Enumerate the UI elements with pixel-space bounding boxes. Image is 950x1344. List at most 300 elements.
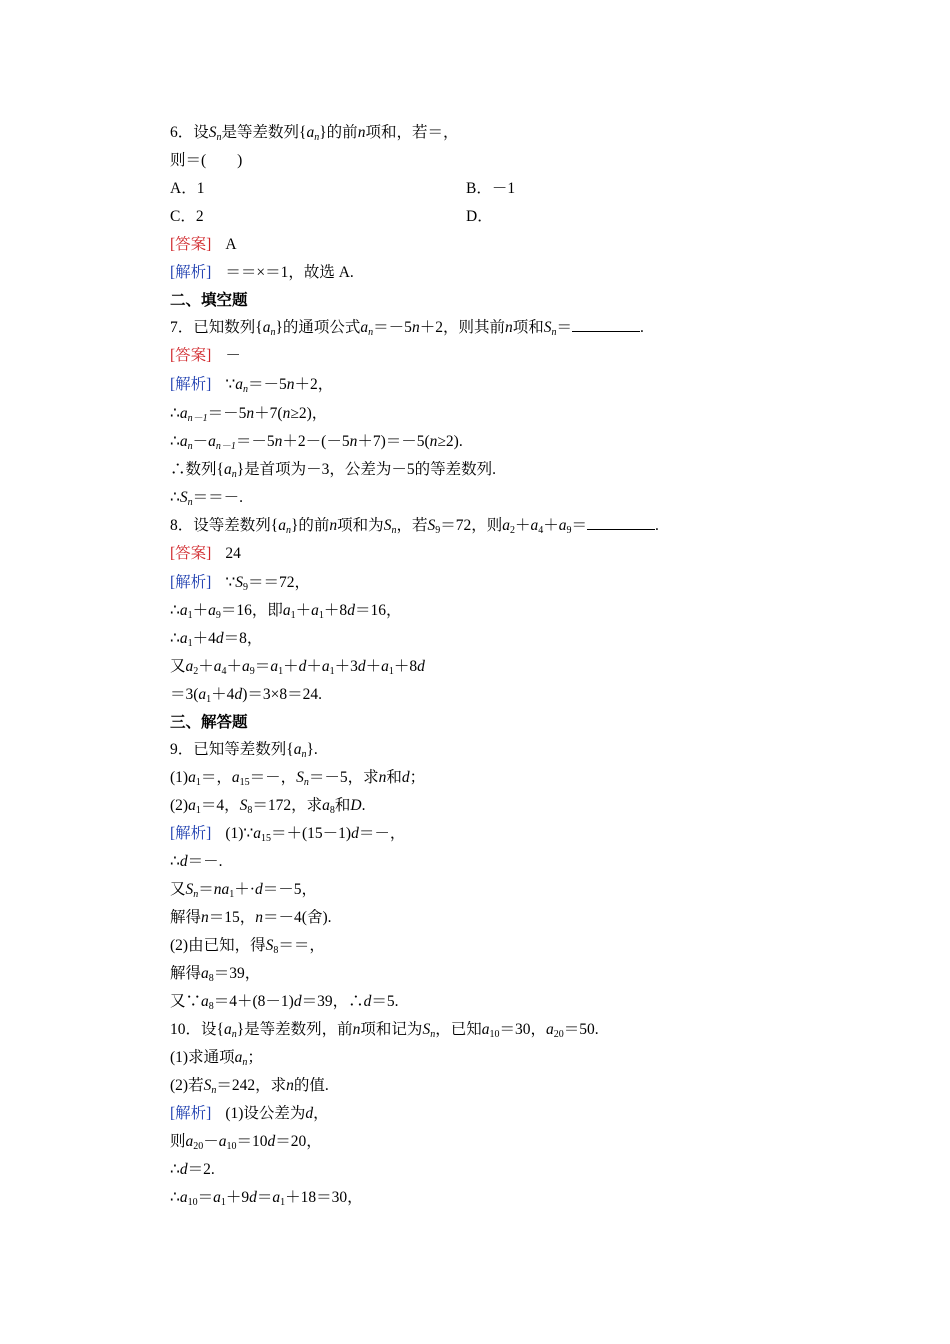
math-subscript: 8	[247, 805, 253, 816]
math-symbol: n	[270, 327, 276, 338]
math-symbol: a	[558, 517, 567, 534]
q7-explanation-1	[170, 374, 333, 396]
math-symbol: a	[213, 658, 222, 675]
math-symbol: d	[363, 993, 372, 1010]
math-subscript: 2	[509, 525, 515, 536]
math-symbol: n	[216, 132, 222, 143]
math-symbol: d	[254, 881, 263, 898]
math-symbol: a	[221, 881, 230, 898]
text-run: }的通项公式	[275, 319, 361, 336]
math-symbol: d	[179, 853, 188, 870]
math-symbol: a	[185, 658, 194, 675]
explanation-tag: [解析]	[170, 825, 212, 842]
q9-explanation-1	[170, 823, 405, 845]
answer-blank[interactable]	[572, 318, 640, 332]
text-run: 又	[170, 881, 186, 898]
text-run: 和	[334, 797, 351, 814]
math-subscript: 15	[239, 777, 250, 788]
text-run: 则	[170, 1133, 186, 1150]
math-subscript: 4	[538, 525, 544, 536]
math-subscript: 1	[318, 610, 324, 621]
math-symbol: a	[218, 1133, 227, 1150]
math-symbol: a	[234, 1049, 243, 1066]
text-run: ＋8	[393, 658, 418, 675]
q10-explanation-4	[170, 1187, 363, 1209]
answer-tag: [答案]	[170, 236, 212, 253]
math-symbol: a	[179, 433, 188, 450]
math-symbol: n	[303, 777, 309, 788]
q8-explanation-1	[170, 572, 310, 594]
math-subscript: 8	[273, 945, 279, 956]
q9-explanation-6	[170, 963, 260, 985]
text-run: A	[225, 236, 237, 253]
q10-explanation-2	[170, 1131, 322, 1153]
text-run: ＝4，	[200, 797, 240, 814]
text-run: ＝4＋(8－1)	[213, 993, 294, 1010]
text-run: ＝2.	[187, 1161, 215, 1178]
q9-explanation-7	[170, 991, 399, 1013]
text-run: (1)求通项	[170, 1049, 235, 1066]
math-symbol: a	[321, 658, 330, 675]
q6-option-a: A．1	[170, 180, 205, 197]
math-symbol: n	[429, 433, 438, 450]
answer-tag: [答案]	[170, 545, 212, 562]
answer-tag: [答案]	[170, 347, 212, 364]
math-symbol: a	[201, 965, 209, 982]
math-subscript: 8	[329, 805, 335, 816]
text-run: ＝＝－.	[192, 489, 244, 506]
text-run: ＋9	[225, 1189, 250, 1206]
math-symbol: a	[179, 405, 188, 422]
math-symbol: a	[185, 1133, 194, 1150]
math-symbol: n	[411, 319, 420, 336]
text-run: ＝16，	[354, 602, 402, 619]
math-symbol: n	[430, 1029, 436, 1040]
text-run: ∴	[170, 1161, 180, 1178]
q7-explanation-3	[170, 431, 463, 453]
q8-stem	[170, 515, 659, 537]
q6-option-b: B．－1	[466, 180, 516, 197]
math-symbol: a	[179, 1189, 188, 1206]
q7-explanation-2	[170, 403, 327, 425]
math-symbol: d	[267, 1133, 276, 1150]
math-symbol: a	[179, 602, 188, 619]
math-subscript: 1	[290, 610, 296, 621]
text-run: 项和	[512, 319, 544, 336]
text-run: }的前	[319, 124, 358, 141]
q9-explanation-4	[170, 907, 331, 929]
text-run: 10．	[170, 1021, 202, 1038]
text-run: ＝72，则	[440, 517, 503, 534]
q7-explanation-5	[170, 487, 243, 509]
q7-stem	[170, 317, 644, 339]
math-subscript: 1	[280, 1197, 286, 1208]
math-symbol: n	[193, 889, 199, 900]
math-subscript: 1	[195, 777, 201, 788]
text-run: ≥2).	[437, 433, 463, 450]
text-run: ∴	[170, 1189, 180, 1206]
text-run: ；	[409, 769, 426, 786]
section-heading-fill: 二、填空题	[170, 292, 248, 309]
q9-explanation-2	[170, 851, 223, 873]
text-run: }是首项为－3，公差为－5的等差数列.	[236, 461, 497, 478]
q7-explanation-4	[170, 459, 496, 481]
math-symbol: S	[427, 517, 436, 534]
text-run: 9．	[170, 741, 194, 758]
q8-explanation-3	[170, 628, 262, 650]
text-run: ＝＝×＝1，故选 A.	[225, 264, 354, 281]
text-run: ＋3	[334, 658, 358, 675]
text-run: )＝3×8＝24.	[242, 686, 322, 703]
text-run: 是等差数列{	[221, 124, 307, 141]
math-symbol: n	[286, 376, 295, 393]
text-run: (1)设公差为	[225, 1105, 306, 1122]
math-symbol: n	[357, 124, 366, 141]
text-run: ＝172，求	[252, 797, 323, 814]
text-run: ＋·	[234, 881, 255, 898]
math-symbol: a	[242, 658, 250, 675]
math-symbol: a	[272, 1189, 281, 1206]
math-symbol: D	[350, 797, 362, 814]
math-symbol: n	[242, 1057, 248, 1068]
math-subscript: 4	[221, 666, 227, 677]
math-symbol: d	[347, 602, 355, 619]
text-run: ＝	[571, 517, 588, 534]
answer-blank[interactable]	[587, 516, 655, 530]
text-run: ＋8	[323, 602, 348, 619]
math-symbol: a	[253, 825, 262, 842]
math-symbol: a	[545, 1021, 554, 1038]
math-symbol: S	[422, 1021, 431, 1038]
text-run: 的值.	[293, 1077, 329, 1094]
text-run: (2)由已知，得	[170, 937, 266, 954]
math-subscript: 1	[278, 666, 284, 677]
text-run: 设{	[201, 1021, 224, 1038]
math-symbol: n	[187, 497, 193, 508]
text-run: ＋18＝30，	[285, 1189, 363, 1206]
math-symbol: d	[234, 686, 243, 703]
math-symbol: S	[179, 489, 188, 506]
text-run: ＝－5，	[262, 881, 317, 898]
math-symbol: a	[282, 602, 291, 619]
math-subscript	[188, 413, 208, 424]
text-run: 又∵	[170, 993, 202, 1010]
explanation-tag: [解析]	[170, 574, 212, 591]
text-run: ＋7(	[254, 405, 283, 422]
text-run: ∴	[170, 489, 180, 506]
text-run: ＝－5	[247, 376, 287, 393]
text-run: .	[655, 517, 659, 534]
math-subscript: 1	[187, 610, 193, 621]
q6-stem-line2: 则＝( )	[170, 152, 243, 169]
math-symbol: a	[278, 517, 286, 534]
text-run: 24	[225, 545, 241, 562]
section-heading-solve: 三、解答题	[170, 714, 248, 731]
math-subscript: 15	[261, 833, 272, 844]
text-run: ≥2)，	[290, 405, 328, 422]
math-symbol: a	[179, 630, 188, 647]
text-run: ＋	[283, 658, 299, 675]
text-run: ＝－5，求	[308, 769, 379, 786]
math-subscript: 8	[208, 973, 214, 984]
text-run: 解得	[170, 909, 202, 926]
text-run: 解得	[170, 965, 202, 982]
text-run: ∵	[225, 574, 236, 591]
math-subscript: 1	[329, 666, 335, 677]
q10-part-1	[170, 1047, 263, 1069]
text-run: ＋	[514, 517, 531, 534]
q6-stem	[170, 122, 458, 144]
math-symbol: a	[235, 376, 243, 393]
math-subscript	[216, 441, 236, 452]
math-subscript: 9	[242, 582, 248, 593]
math-symbol: S	[239, 797, 248, 814]
q10-part-2	[170, 1075, 329, 1097]
text-run: (2)	[170, 797, 189, 814]
text-run: ＋4	[192, 630, 216, 647]
math-symbol: d	[215, 630, 224, 647]
math-subscript: 1	[229, 889, 235, 900]
math-symbol: n	[368, 327, 374, 338]
math-symbol: S	[208, 124, 217, 141]
text-run: ＝	[197, 1189, 214, 1206]
math-symbol: a	[208, 602, 216, 619]
text-run: ＝－5	[373, 319, 412, 336]
q9-part-1	[170, 767, 425, 789]
math-symbol: a	[322, 797, 330, 814]
text-run: ＝－5	[207, 405, 247, 422]
text-run: ＝＋(15－1)	[271, 825, 352, 842]
text-run: ＝5.	[371, 993, 399, 1010]
math-symbol: n	[282, 405, 291, 422]
math-symbol: a	[198, 686, 207, 703]
math-symbol: a	[381, 658, 389, 675]
text-run: －	[192, 433, 209, 450]
math-subscript: 9	[435, 525, 441, 536]
q6-explanation	[170, 262, 354, 284]
math-symbol: n	[551, 327, 557, 338]
math-subscript: 9	[215, 610, 221, 621]
text-run: ∴	[170, 853, 180, 870]
math-symbol: n－1	[187, 413, 208, 424]
math-symbol: n	[285, 525, 291, 536]
text-run: ＝50.	[563, 1021, 599, 1038]
math-symbol: d	[179, 1161, 188, 1178]
text-run: ＝－4(舍).	[263, 909, 332, 926]
text-run: 6．	[170, 124, 194, 141]
text-run: ＋2，则其前	[419, 319, 505, 336]
text-run: ＋	[295, 602, 312, 619]
math-symbol: a	[188, 769, 196, 786]
math-subscript: 1	[206, 694, 212, 705]
q9-stem	[170, 739, 318, 761]
math-subscript: 10	[226, 1141, 237, 1152]
math-symbol: n	[213, 881, 222, 898]
math-symbol: n	[504, 319, 513, 336]
math-symbol: d	[401, 769, 410, 786]
math-symbol: n	[314, 132, 320, 143]
math-subscript: 20	[193, 1141, 204, 1152]
math-symbol: d	[305, 1105, 314, 1122]
q9-explanation-3	[170, 879, 317, 901]
math-subscript: 9	[249, 666, 255, 677]
text-run: ＝15，	[208, 909, 256, 926]
math-subscript: 1	[388, 666, 394, 677]
math-symbol: a	[201, 993, 209, 1010]
math-symbol: d	[293, 993, 302, 1010]
math-symbol: n	[211, 1085, 217, 1096]
q10-explanation-3	[170, 1159, 215, 1181]
math-symbol: n	[231, 1029, 237, 1040]
math-symbol: a	[360, 319, 369, 336]
q9-explanation-5	[170, 935, 325, 957]
math-symbol: S	[185, 881, 194, 898]
q6-option-c: C．2	[170, 208, 204, 225]
math-symbol: a	[223, 1021, 232, 1038]
text-run: 设	[193, 124, 209, 141]
text-run: ＋	[192, 602, 209, 619]
text-run: ＝3(	[170, 686, 199, 703]
text-run: }.	[306, 741, 318, 758]
text-run: ＝＝72，	[247, 574, 310, 591]
text-run: ＝	[556, 319, 572, 336]
math-symbol: n	[352, 1021, 361, 1038]
math-symbol: S	[383, 517, 392, 534]
text-run: ∴	[170, 602, 180, 619]
math-symbol: n	[231, 469, 237, 480]
text-run: ∴	[170, 433, 180, 450]
text-run: }是等差数列，前	[236, 1021, 353, 1038]
math-symbol: d	[357, 658, 366, 675]
math-symbol: n	[201, 909, 209, 926]
text-run: ＋	[226, 658, 243, 675]
text-run: 已知等差数列{	[193, 741, 294, 758]
text-run: 7．	[170, 319, 194, 336]
math-symbol: n	[378, 769, 387, 786]
math-symbol: n	[349, 433, 358, 450]
text-run: －	[203, 1133, 219, 1150]
text-run: 8．	[170, 517, 194, 534]
math-subscript: 1	[187, 638, 193, 649]
text-run: ＋2，	[294, 376, 334, 393]
text-run: ；	[247, 1049, 263, 1066]
text-run: ＝242，求	[216, 1077, 287, 1094]
text-run: ＝30，	[499, 1021, 546, 1038]
q6-answer	[170, 234, 237, 256]
text-run: ＋	[198, 658, 214, 675]
math-symbol: n	[255, 909, 264, 926]
math-symbol: a	[188, 797, 196, 814]
q9-part-2	[170, 795, 365, 817]
math-symbol: a	[481, 1021, 490, 1038]
math-symbol: S	[543, 319, 552, 336]
math-symbol: a	[270, 658, 279, 675]
text-run: 设等差数列{	[193, 517, 279, 534]
math-symbol: a	[208, 433, 216, 450]
text-run: .	[639, 319, 644, 336]
text-run: ＝	[256, 1189, 273, 1206]
explanation-tag: [解析]	[170, 376, 212, 393]
math-subscript: 2	[193, 666, 199, 677]
q8-explanation-2	[170, 600, 401, 622]
text-run: ，已知	[435, 1021, 482, 1038]
text-run: ＝10	[236, 1133, 268, 1150]
math-symbol: n	[391, 525, 397, 536]
text-run: ＝	[198, 881, 214, 898]
q8-answer	[170, 543, 241, 565]
text-run: ＝20，	[275, 1133, 322, 1150]
math-subscript: 8	[208, 1001, 214, 1012]
text-run: ＋2－(－5	[282, 433, 350, 450]
text-run: 和	[386, 769, 402, 786]
q8-explanation-4	[170, 656, 425, 678]
text-run: ＋	[543, 517, 559, 534]
text-run: ∴数列{	[170, 461, 224, 478]
text-run: ＋	[306, 658, 322, 675]
math-symbol: a	[530, 517, 539, 534]
explanation-tag: [解析]	[170, 1105, 212, 1122]
text-run: ，若	[396, 517, 428, 534]
math-symbol: n	[286, 1077, 294, 1094]
q6-option-d: D．	[466, 208, 493, 225]
text-run: 项和，若＝，	[365, 124, 459, 141]
math-symbol: n	[246, 405, 255, 422]
math-symbol: a	[262, 319, 271, 336]
text-run: ＝＝，	[278, 937, 325, 954]
text-run: －	[225, 347, 241, 364]
text-run: ＋4	[211, 686, 235, 703]
math-symbol: n	[242, 384, 248, 395]
text-run: ＝－，	[249, 769, 297, 786]
text-run: ∴	[170, 630, 180, 647]
text-run: ＝	[254, 658, 271, 675]
math-symbol: n	[301, 749, 307, 760]
text-run: ＝39，∴	[301, 993, 364, 1010]
math-symbol: S	[235, 574, 243, 591]
text-run: }的前	[290, 517, 330, 534]
text-run: (1)∵	[225, 825, 254, 842]
text-run: 又	[170, 658, 186, 675]
text-run: (1)	[170, 769, 189, 786]
math-symbol: n	[187, 441, 193, 452]
math-symbol: a	[311, 602, 319, 619]
math-symbol: a	[231, 769, 240, 786]
text-run: 项和为	[337, 517, 384, 534]
text-run: ＝－5	[235, 433, 275, 450]
math-symbol: S	[203, 1077, 212, 1094]
text-run: ＝－.	[187, 853, 223, 870]
math-subscript: 10	[187, 1197, 198, 1208]
text-run: ＝，	[200, 769, 232, 786]
math-symbol: S	[265, 937, 274, 954]
math-symbol: S	[296, 769, 304, 786]
math-symbol: d	[351, 825, 359, 842]
math-symbol: a	[502, 517, 510, 534]
text-run: ∵	[225, 376, 236, 393]
text-run: ＋7)＝－5(	[357, 433, 430, 450]
explanation-tag: [解析]	[170, 264, 212, 281]
q10-explanation-1	[170, 1103, 329, 1125]
text-run: ＝－，	[358, 825, 406, 842]
math-symbol: a	[213, 1189, 221, 1206]
q8-explanation-5	[170, 684, 322, 706]
math-symbol: n	[329, 517, 338, 534]
math-symbol: d	[249, 1189, 257, 1206]
text-run: (2)若	[170, 1077, 204, 1094]
text-run: 已知数列{	[193, 319, 263, 336]
math-symbol: a	[306, 124, 315, 141]
text-run: ＝8，	[223, 630, 263, 647]
